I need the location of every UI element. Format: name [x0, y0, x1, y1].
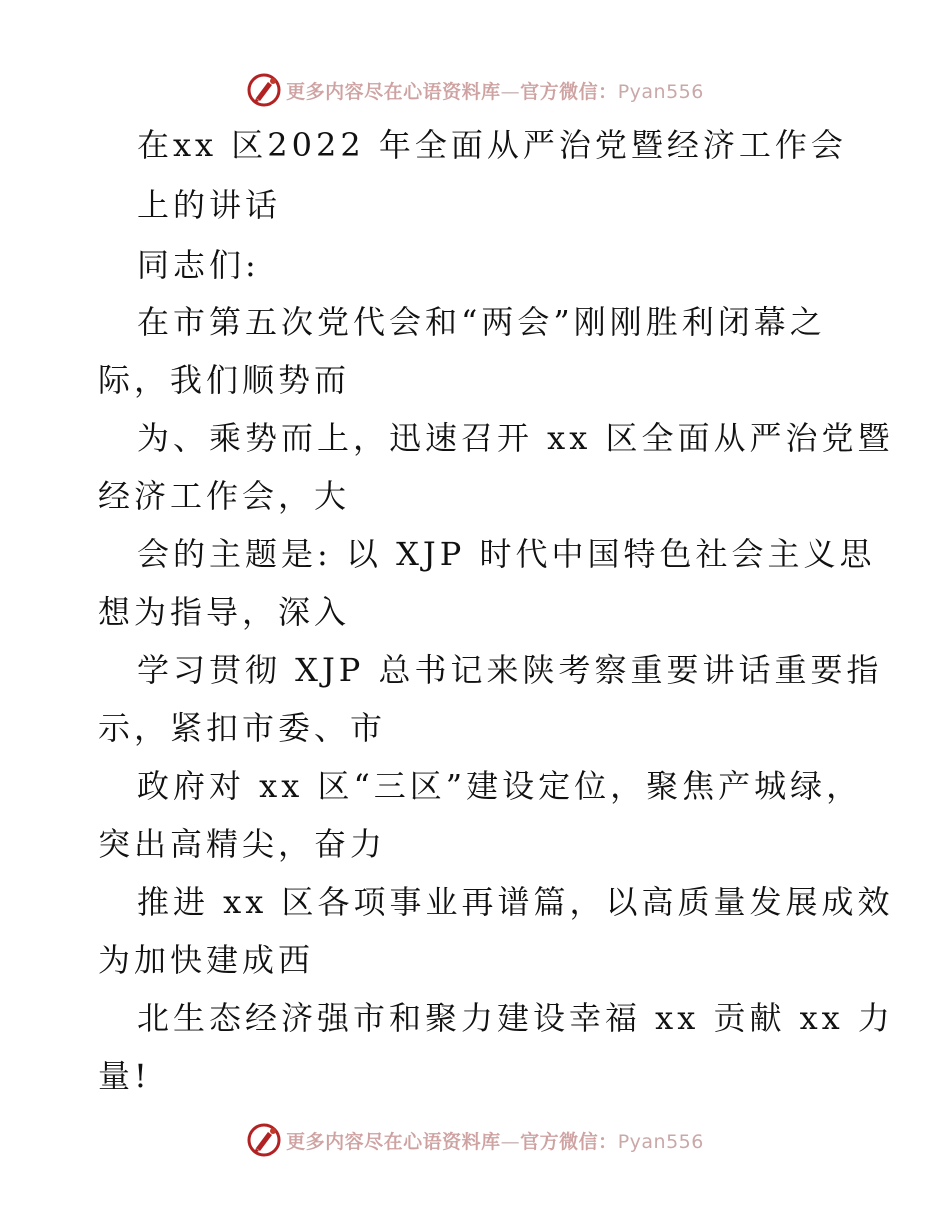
footer-watermark	[0, 1120, 950, 1160]
watermark-label: 官方微信：	[520, 1130, 618, 1153]
paragraph-line: 为加快建成西	[98, 941, 315, 979]
watermark-id: Pyan556	[617, 1130, 704, 1153]
paragraph-line: 际，我们顺势而	[98, 361, 351, 399]
paragraph-line: 北生态经济强市和聚力建设幸福 xx 贡献 xx 力	[137, 999, 894, 1037]
paragraph-line: 为、乘势而上，迅速召开 xx 区全面从严治党暨	[137, 419, 894, 457]
doc-title-line-2: 上的讲话	[137, 186, 282, 224]
paragraph-line: 经济工作会，大	[98, 477, 351, 515]
paragraph-line: 量!	[98, 1057, 151, 1095]
watermark-separator: —	[500, 1130, 521, 1153]
watermark-label: 官方微信：	[520, 80, 618, 103]
paragraph-line: 推进 xx 区各项事业再谱篇，以高质量发展成效	[137, 883, 894, 921]
salutation: 同志们:	[137, 246, 260, 284]
paragraph-line: 想为指导，深入	[98, 593, 351, 631]
pen-logo-icon	[246, 1122, 282, 1158]
doc-title-line-1: 在xx 区2022 年全面从严治党暨经济工作会	[137, 126, 847, 164]
header-watermark	[0, 70, 950, 110]
paragraph-line: 学习贯彻 XJP 总书记来陕考察重要讲话重要指	[137, 651, 883, 689]
watermark-id: Pyan556	[617, 80, 704, 103]
pen-logo-icon	[246, 72, 282, 108]
paragraph-line: 突出高精尖，奋力	[98, 825, 387, 863]
paragraph-line: 在市第五次党代会和“两会”刚刚胜利闭幕之	[137, 303, 826, 341]
watermark-separator: —	[500, 80, 521, 103]
paragraph-line: 政府对 xx 区“三区”建设定位，聚焦产城绿，	[137, 767, 863, 805]
paragraph-line: 示，紧扣市委、市	[98, 709, 387, 747]
watermark-main-text: 更多内容尽在心语资料库	[286, 1130, 501, 1153]
watermark-main-text: 更多内容尽在心语资料库	[286, 80, 501, 103]
paragraph-line: 会的主题是: 以 XJP 时代中国特色社会主义思	[137, 535, 876, 573]
